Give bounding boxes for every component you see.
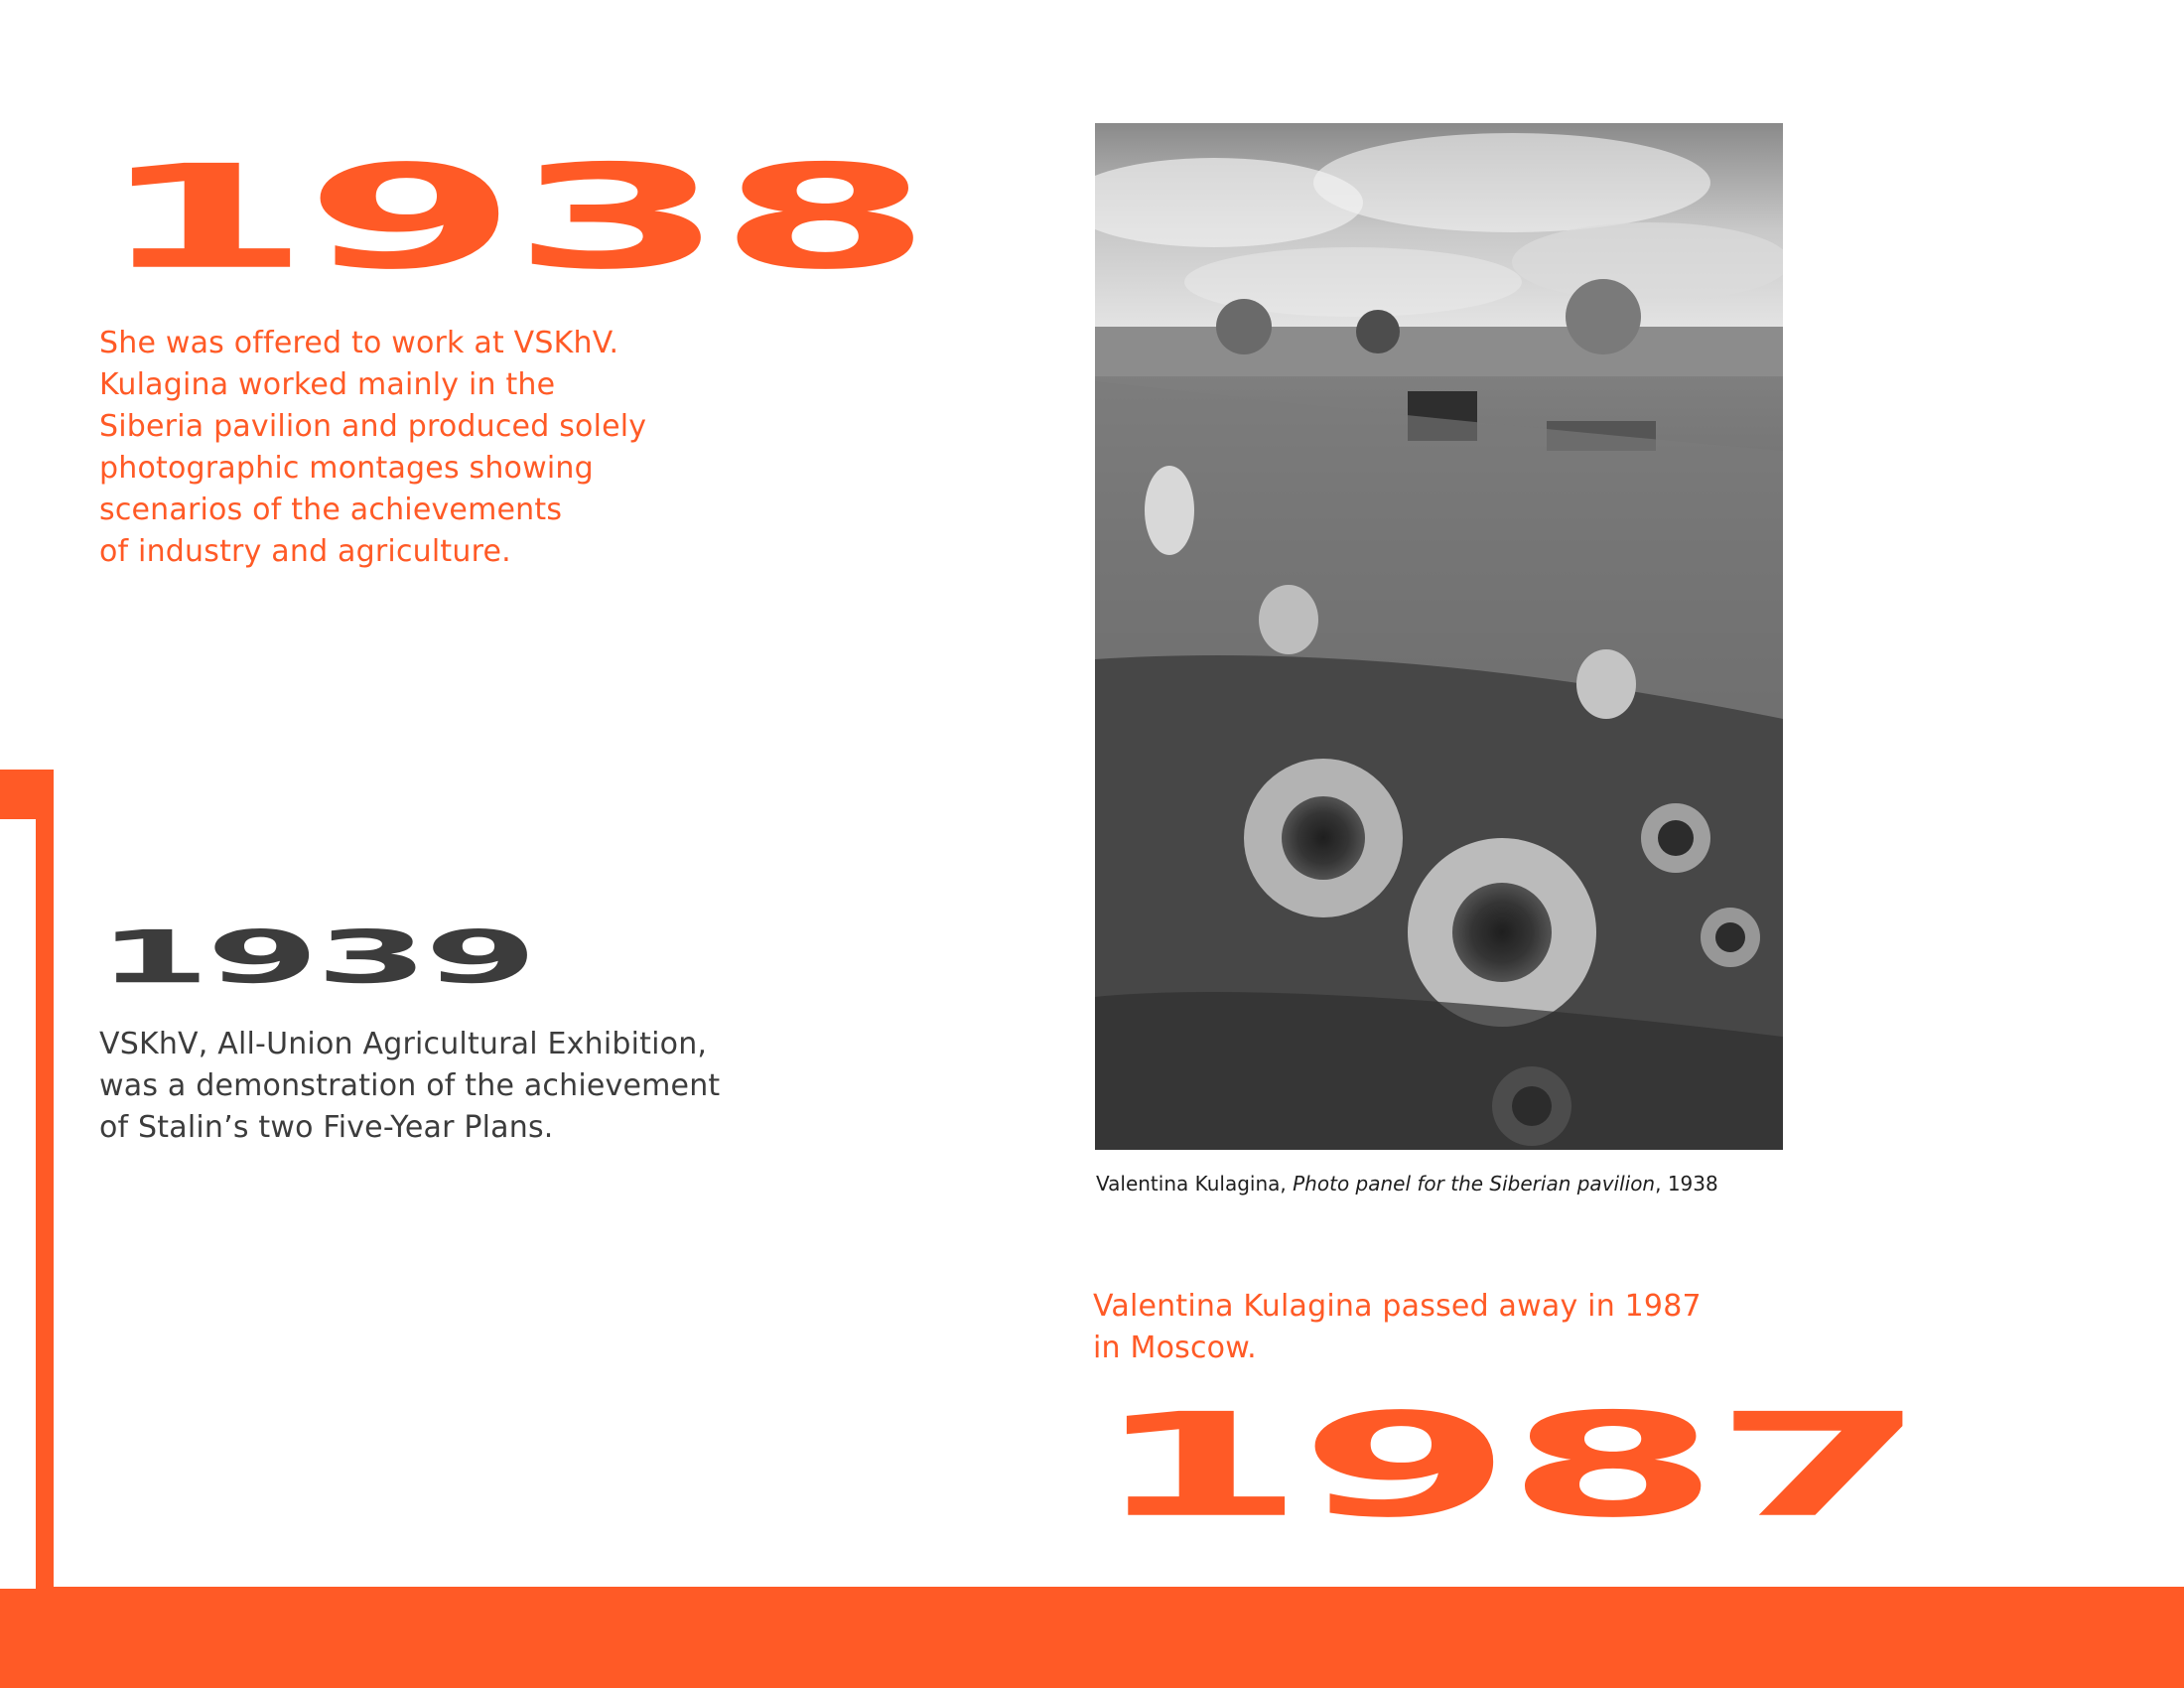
paragraph-line: of industry and agriculture. <box>99 534 511 569</box>
paragraph-line: VSKhV, All-Union Agricultural Exhibition, <box>99 1027 708 1061</box>
left-accent-bar-inner <box>0 819 36 1589</box>
photo-caption <box>1096 1171 1718 1196</box>
paragraph-line: scenarios of the achievements <box>99 492 563 527</box>
paragraph-1938 <box>99 323 646 573</box>
paragraph-line: photographic montages showing <box>99 451 594 486</box>
paragraph-1939 <box>99 1024 720 1149</box>
year-heading-1987: 1987 <box>1092 1383 1921 1550</box>
bottom-accent-bar <box>36 1587 2184 1688</box>
photo-panel-image <box>1095 123 1783 1150</box>
caption-title: Photo panel for the Siberian pavilion <box>1293 1172 1656 1196</box>
paragraph-line: Valentina Kulagina passed away in 1987 <box>1093 1289 1702 1324</box>
caption-author: Valentina Kulagina, <box>1096 1172 1294 1196</box>
paragraph-line: in Moscow. <box>1093 1331 1257 1365</box>
paragraph-1987 <box>1093 1286 1702 1369</box>
paragraph-line: She was offered to work at VSKhV. <box>99 326 619 360</box>
year-heading-1939: 1939 <box>97 915 534 1001</box>
year-heading-1938: 1938 <box>97 135 926 302</box>
paragraph-line: Kulagina worked mainly in the <box>99 367 556 402</box>
caption-year: , 1938 <box>1655 1172 1718 1196</box>
paragraph-line: of Stalin’s two Five-Year Plans. <box>99 1110 554 1145</box>
paragraph-line: Siberia pavilion and produced solely <box>99 409 647 444</box>
paragraph-line: was a demonstration of the achievement <box>99 1068 721 1103</box>
